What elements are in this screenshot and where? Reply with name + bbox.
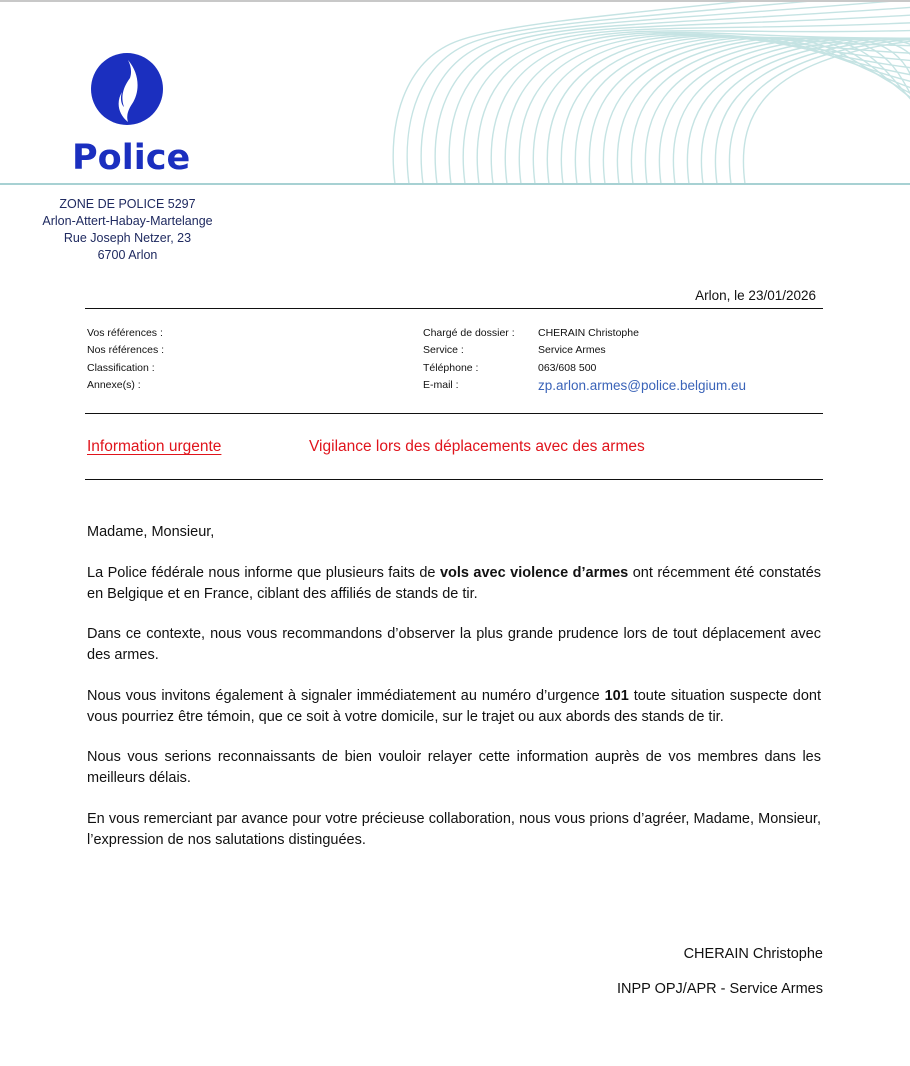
emergency-number: 101 (604, 687, 629, 704)
paragraph-2: Dans ce contexte, nous vous recommandons d’observer la plus grande prudence lors de tout déplacement avec des armes. (87, 626, 821, 663)
zone-address (20, 196, 235, 264)
text: Nous vous invitons également à signaler immédiatement au numéro d’urgence (87, 687, 605, 704)
ref-row (87, 342, 164, 359)
police-flame-logo-icon (90, 52, 164, 126)
contact-row (423, 360, 746, 377)
signature-name: CHERAIN Christophe (683, 946, 823, 962)
subject-title: Vigilance lors des déplacements avec des armes (309, 438, 645, 455)
zone-communes: Arlon-Attert-Habay-Martelange (42, 214, 213, 228)
contact-label: E-mail : (423, 378, 459, 391)
divider-subject (85, 479, 823, 480)
zone-street: Rue Joseph Netzer, 23 (63, 231, 192, 245)
contact-row (423, 377, 746, 394)
text: La Police fédérale nous informe que plusieurs faits de (87, 564, 440, 581)
phone-value: 063/608 500 (538, 361, 597, 374)
wave-line (743, 39, 910, 184)
letter-body (87, 522, 821, 870)
police-logo-text: Police (72, 138, 191, 178)
ref-row (87, 325, 164, 342)
paragraph-4: Nous vous serions reconnaissants de bien vouloir relayer cette information auprès de vos membres dans les meilleurs délais. (87, 749, 821, 786)
references-left (87, 325, 164, 394)
subject-tag: Information urgente (87, 438, 222, 455)
paragraph-1 (87, 563, 821, 605)
references-right (423, 325, 746, 394)
decorative-wave-pattern (390, 2, 910, 184)
wave-line (729, 39, 910, 184)
case-officer-value: CHERAIN Christophe (538, 327, 639, 339)
ref-label: Annexe(s) : (87, 378, 141, 391)
header-divider (0, 183, 910, 185)
contact-label: Chargé de dossier : (423, 327, 515, 339)
wave-line (687, 39, 910, 184)
letter-date: Arlon, le 23/01/2026 (695, 288, 816, 303)
email-link[interactable]: zp.arlon.armes@police.belgium.eu (538, 377, 747, 393)
signature-title: INPP OPJ/APR - Service Armes (616, 981, 823, 997)
ref-row (87, 377, 164, 394)
bold-text: vols avec violence d’armes (439, 564, 629, 581)
contact-label: Téléphone : (423, 361, 479, 374)
text: toute situation suspecte dont vous pourriez être témoin, que ce soit à votre domicile, sur le trajet ou aux abords des stands de tir. (87, 687, 821, 725)
ref-label: Classification : (87, 361, 155, 374)
wave-line (701, 39, 910, 184)
greeting: Madame, Monsieur, (87, 524, 215, 540)
ref-label: Vos références : (87, 327, 163, 339)
divider-middle (85, 413, 823, 414)
contact-row (423, 325, 746, 342)
ref-row (87, 360, 164, 377)
ref-label: Nos références : (87, 344, 165, 357)
paragraph-5: En vous remerciant par avance pour votre précieuse collaboration, nous vous prions d’agréer, Madame, Monsieur, l’expression de nos salutations distinguées. (87, 810, 821, 848)
contact-row (423, 342, 746, 359)
zone-city: 6700 Arlon (97, 248, 158, 262)
divider-top (85, 308, 823, 309)
paragraph-3 (87, 686, 821, 728)
text: ont récemment été constatés en Belgique et en France, ciblant des affiliés de stands de tir. (87, 564, 822, 602)
zone-name: ZONE DE POLICE 5297 (59, 197, 196, 211)
contact-label: Service : (423, 344, 464, 357)
service-value: Service Armes (538, 344, 606, 357)
